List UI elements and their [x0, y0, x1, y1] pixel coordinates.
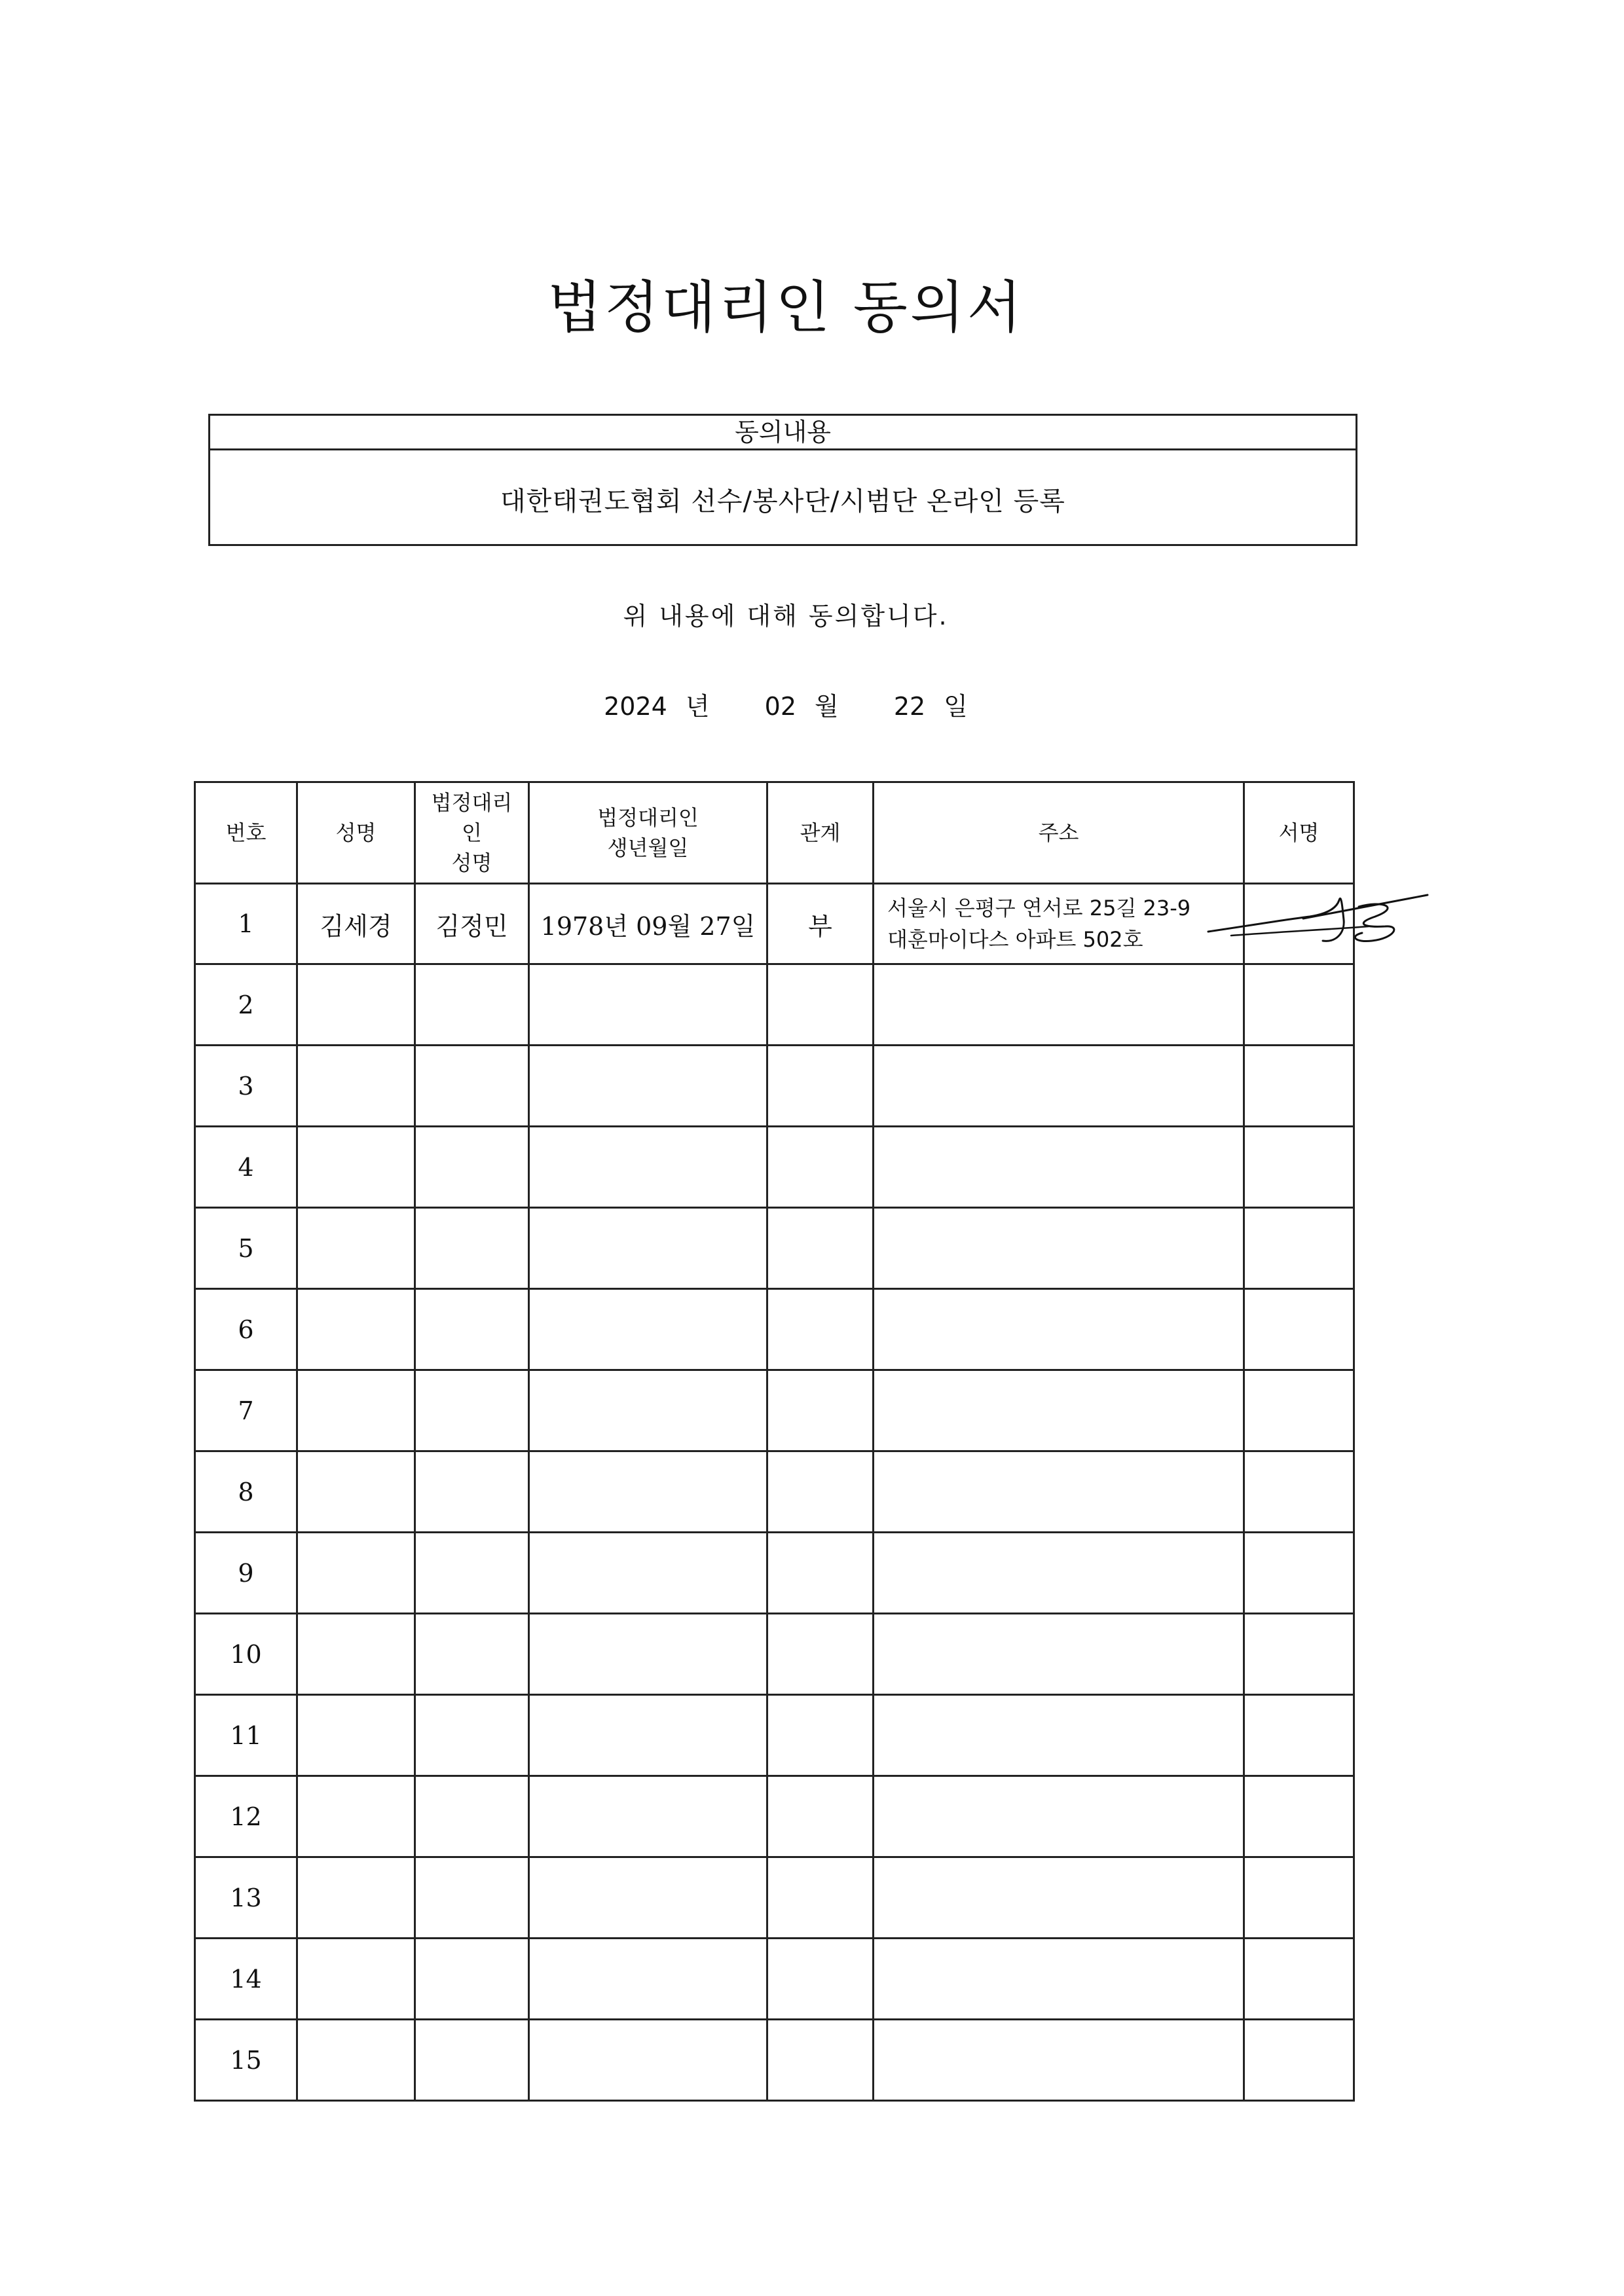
consent-box	[208, 414, 1357, 546]
date-year: 2024	[604, 692, 667, 721]
row-number: 12	[195, 1776, 297, 1857]
date-day: 22	[893, 692, 926, 721]
table-row	[195, 1451, 1354, 1533]
header-address: 주소	[874, 782, 1244, 884]
row-number: 14	[195, 1939, 297, 2020]
row-address-line2: 대훈마이다스 아파트 502호	[887, 927, 1143, 952]
row-number: 1	[195, 884, 297, 964]
row-name: 김세경	[297, 884, 415, 964]
row-number: 5	[195, 1208, 297, 1289]
date-day-unit: 일	[944, 692, 968, 721]
table-row	[195, 1939, 1354, 2020]
row-number: 3	[195, 1046, 297, 1127]
table-row	[195, 1533, 1354, 1614]
header-guardian-birth-line1: 법정대리인	[597, 805, 699, 830]
table-row	[195, 1857, 1354, 1939]
date-year-unit: 년	[685, 692, 710, 721]
header-guardian-birth	[529, 782, 767, 884]
row-address	[874, 884, 1244, 964]
registration-table	[194, 781, 1355, 2102]
table-header-row	[195, 782, 1354, 884]
row-address-line1: 서울시 은평구 연서로 25길 23-9	[887, 896, 1191, 920]
row-number: 13	[195, 1857, 297, 1939]
date-month: 02	[764, 692, 796, 721]
row-number: 2	[195, 964, 297, 1046]
table-row	[195, 1127, 1354, 1208]
row-relation: 부	[767, 884, 874, 964]
table-row	[195, 1046, 1354, 1127]
header-guardian-name	[415, 782, 529, 884]
consent-header: 동의내용	[210, 416, 1356, 450]
table-row	[195, 2020, 1354, 2101]
table-row	[195, 1370, 1354, 1451]
row-number: 15	[195, 2020, 297, 2101]
table-row	[195, 1776, 1354, 1857]
row-number: 10	[195, 1614, 297, 1695]
handwritten-signature	[1205, 881, 1454, 959]
header-guardian-name-line1: 법정대리	[431, 790, 513, 815]
date-month-unit: 월	[815, 692, 839, 721]
table-row	[195, 1208, 1354, 1289]
header-name: 성명	[297, 782, 415, 884]
header-guardian-birth-line2: 생년월일	[607, 835, 689, 860]
row-number: 4	[195, 1127, 297, 1208]
row-number: 6	[195, 1289, 297, 1370]
header-guardian-name-line2: 인	[462, 820, 482, 845]
row-number: 11	[195, 1695, 297, 1776]
header-guardian-name-line3: 성명	[451, 850, 492, 875]
table-row	[195, 1289, 1354, 1370]
agree-statement: 위 내용에 대해 동의합니다.	[623, 602, 949, 630]
header-number: 번호	[195, 782, 297, 884]
consent-body: 대한태권도협회 선수/봉사단/시범단 온라인 등록	[500, 486, 1065, 517]
row-number: 9	[195, 1533, 297, 1614]
document-title: 법정대리인 동의서	[547, 275, 1024, 340]
header-relation: 관계	[767, 782, 874, 884]
row-guardian-birth: 1978년 09월 27일	[529, 884, 767, 964]
table-row	[195, 1695, 1354, 1776]
row-number: 7	[195, 1370, 297, 1451]
table-row	[195, 884, 1354, 964]
table-row	[195, 1614, 1354, 1695]
header-signature: 서명	[1244, 782, 1354, 884]
consent-date	[0, 686, 1572, 722]
table-row	[195, 964, 1354, 1046]
row-number: 8	[195, 1451, 297, 1533]
row-guardian-name: 김정민	[415, 884, 529, 964]
